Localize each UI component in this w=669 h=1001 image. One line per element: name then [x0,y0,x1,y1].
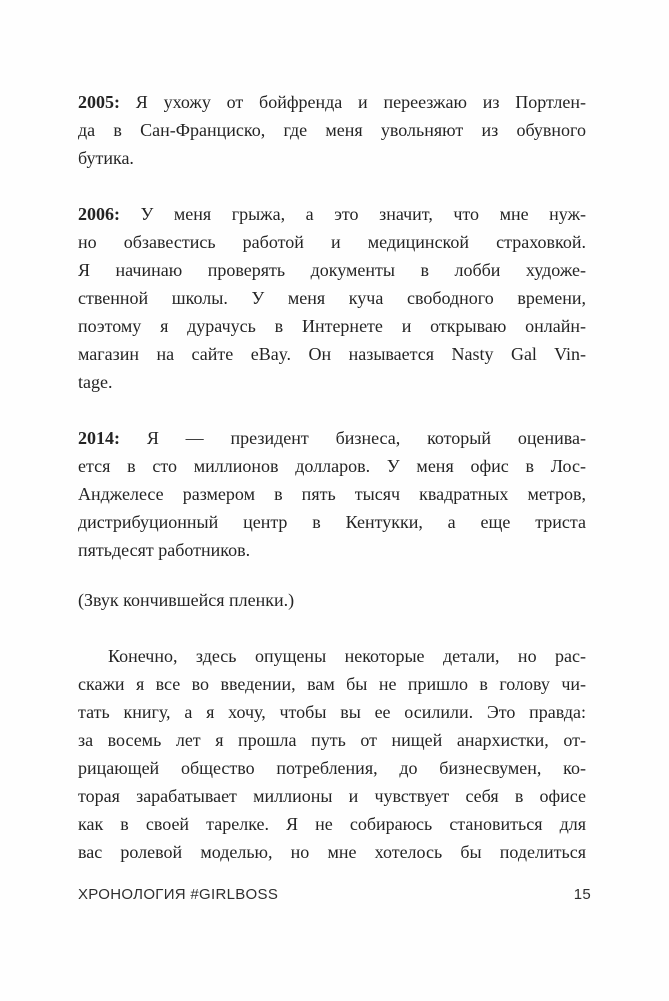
text-line: Анджелесе размером в пять тысяч квадратных метров, [78,484,586,504]
year-label: 2005: [78,92,120,112]
paragraph-conclusion [78,642,586,866]
text-line: за восемь лет я прошла путь от нищей анархистки, от- [78,730,586,750]
text-line: дистрибуционный центр в Кентукки, а еще триста [78,512,586,532]
text-line: Конечно, здесь опущены некоторые детали, но рас- [108,646,586,666]
line-text: У меня грыжа, а это значит, что мне нуж- [140,204,587,224]
year-label: 2006: [78,204,120,224]
text-line [78,200,586,228]
text-line: tage. [78,372,113,392]
line-text: Я ухожу от бойфренда и переезжаю из Портлен- [135,92,587,112]
text-line [78,424,586,452]
text-line [78,88,586,116]
text-block [78,88,586,866]
text-line: скажи я все во введении, вам бы не пришло в голову чи- [78,674,586,694]
text-line: бутика. [78,148,134,168]
paragraph-sound-cue [78,586,586,614]
text-line: ется в сто миллионов долларов. У меня офис в Лос- [78,456,586,476]
text-line: но обзавестись работой и медицинской страховкой. [78,232,586,252]
text-line: магазин на сайте eBay. Он называется Nasty Gal Vin- [78,344,586,364]
paragraph-2014 [78,424,586,564]
text-line: да в Сан-Франциско, где меня увольняют из обувного [78,120,586,140]
running-head: ХРОНОЛОГИЯ #GIRLBOSS [78,886,279,903]
text-line: (Звук кончившейся пленки.) [78,590,295,610]
page-footer [78,886,591,904]
text-line: пятьдесят работников. [78,540,251,560]
text-line: поэтому я дурачусь в Интернете и открываю онлайн- [78,316,586,336]
paragraph-2005 [78,88,586,172]
text-line: вас ролевой моделью, но мне хотелось бы поделиться [78,842,586,862]
year-label: 2014: [78,428,120,448]
text-line: Я начинаю проверять документы в лобби художе- [78,260,586,280]
page-number: 15 [573,886,591,903]
text-line: торая зарабатывает миллионы и чувствует себя в офисе [78,786,586,806]
text-line: ственной школы. У меня куча свободного времени, [78,288,586,308]
text-line: как в своей тарелке. Я не собираюсь становиться для [78,814,586,834]
line-text: Я — президент бизнеса, который оценива- [146,428,586,448]
text-line: рицающей общество потребления, до бизнесвумен, ко- [78,758,586,778]
paragraph-2006 [78,200,586,396]
text-line: тать книгу, а я хочу, чтобы вы ее осилили. Это правда: [78,702,586,722]
